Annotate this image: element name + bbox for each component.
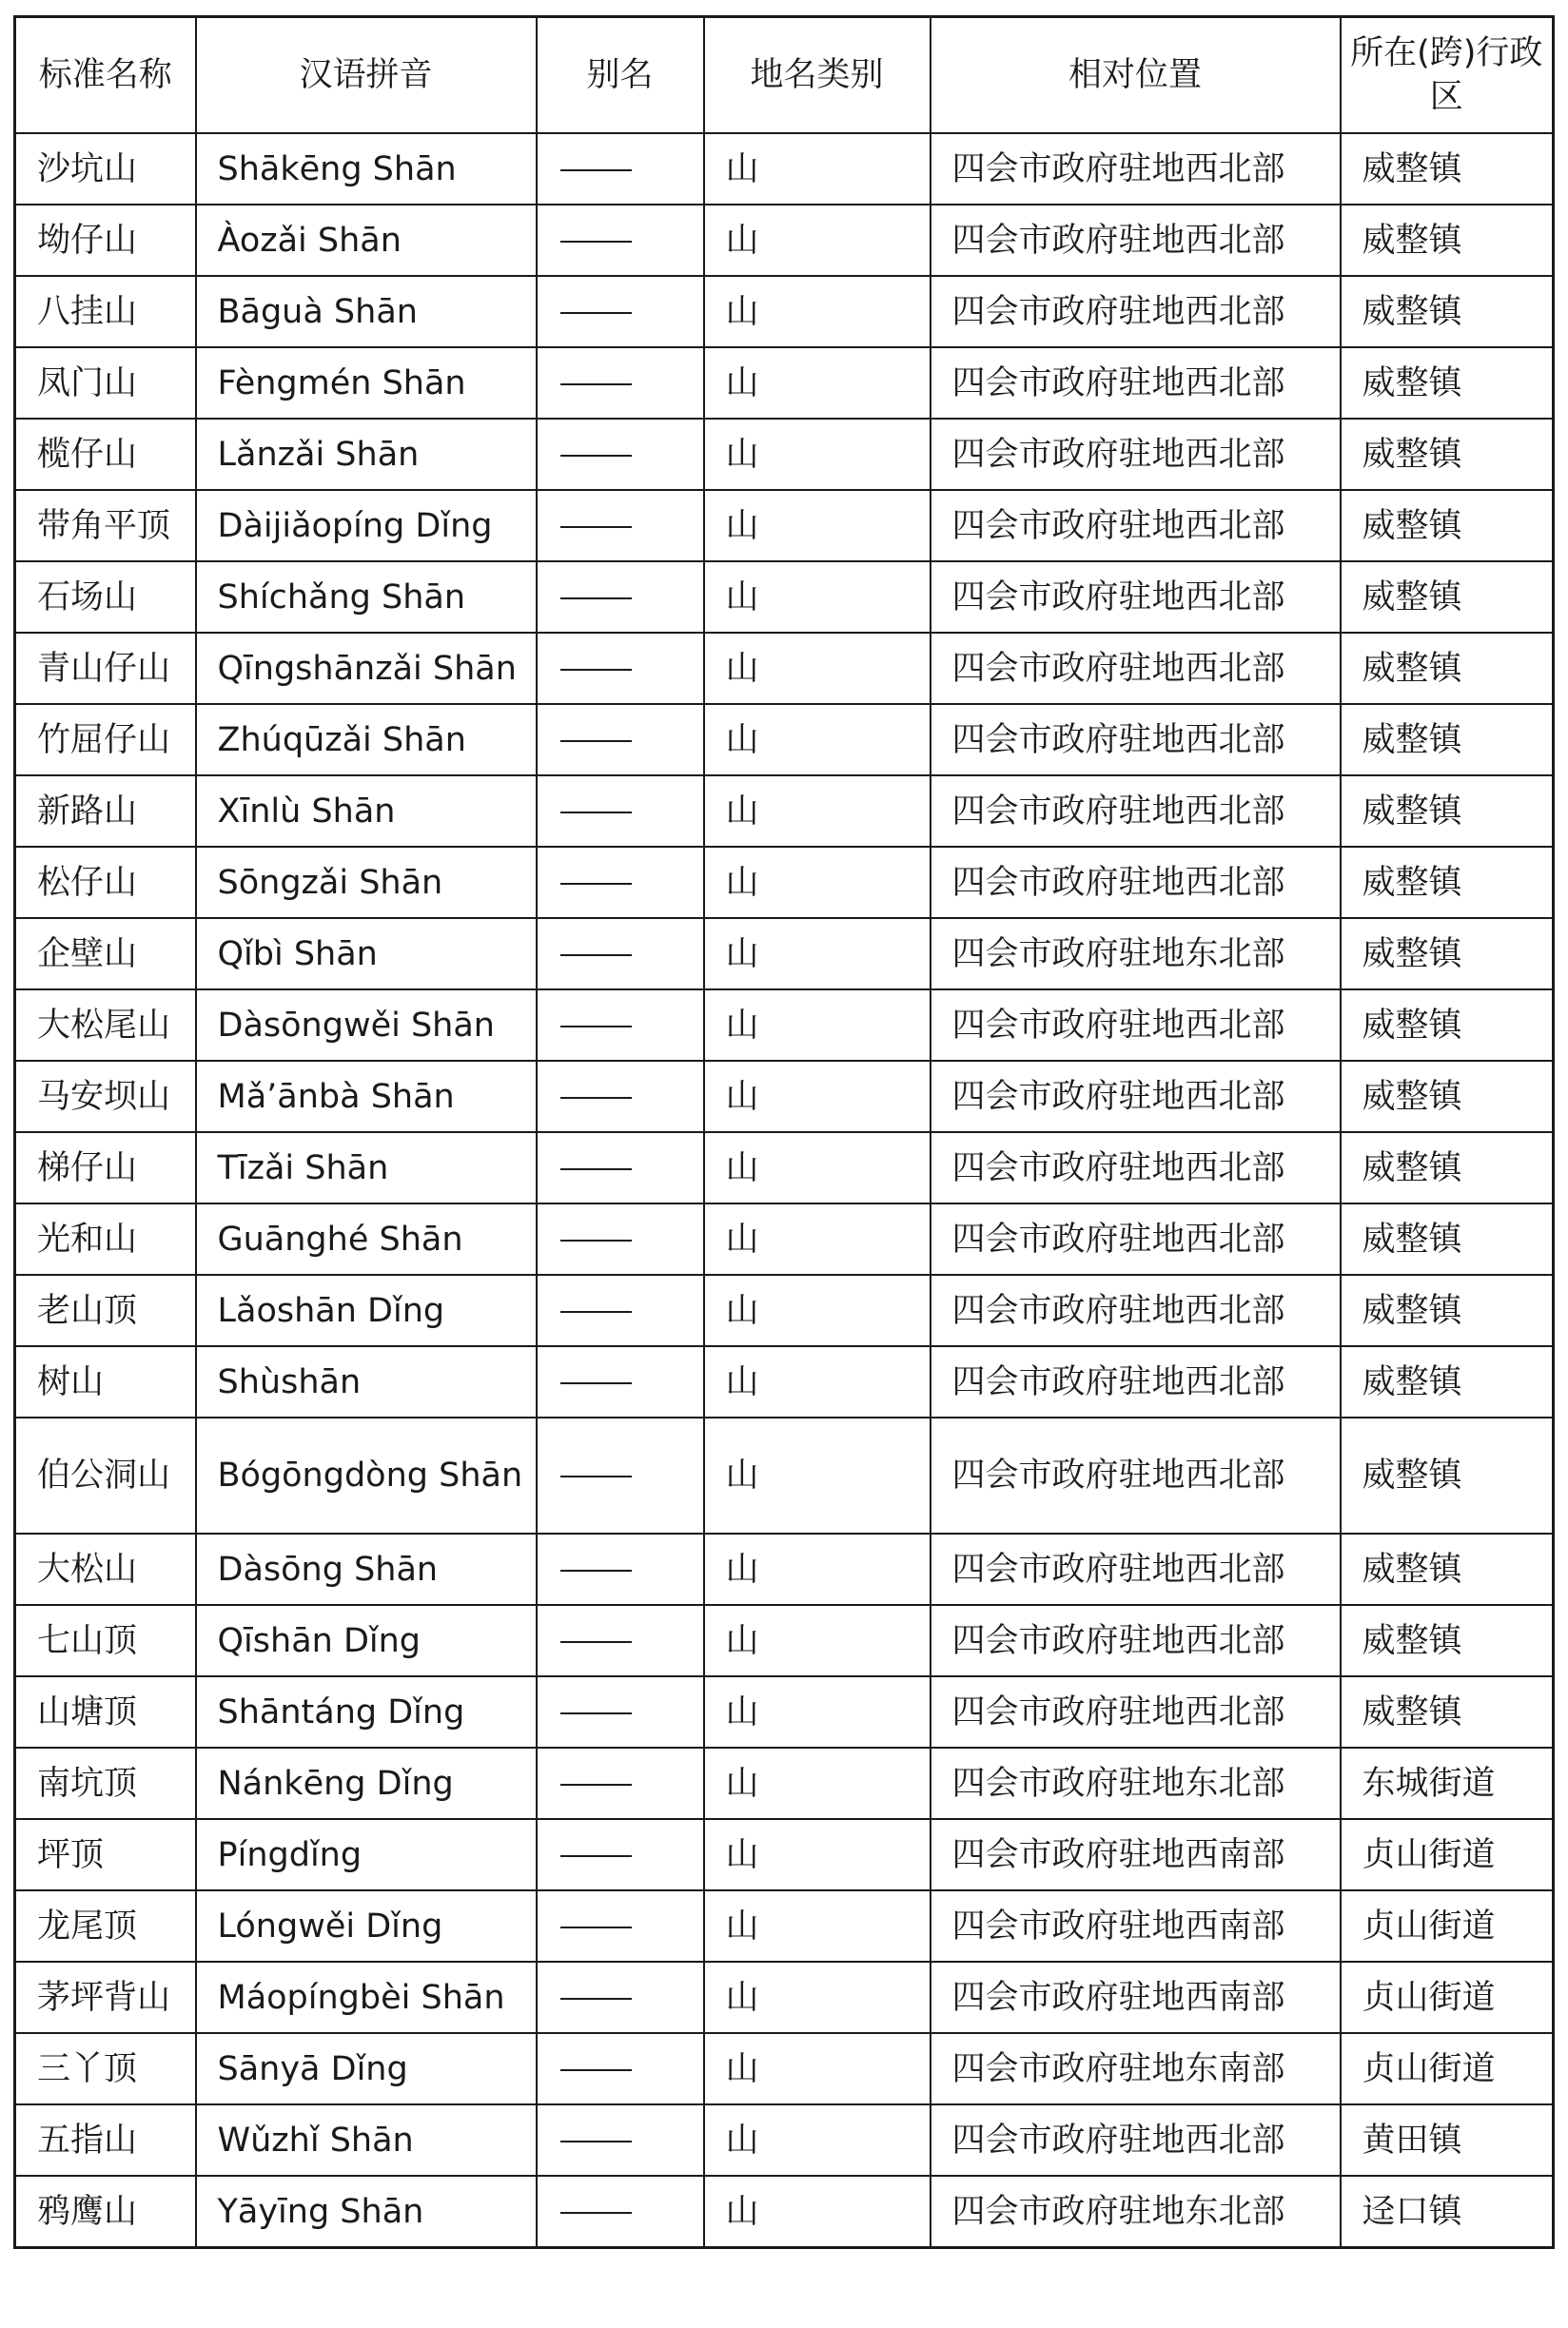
empty-dash [560,1097,632,1099]
empty-dash [560,2069,632,2071]
cell-standard-name: 八挂山 [15,276,196,347]
cell-relative-position: 四会市政府驻地西北部 [931,133,1341,205]
empty-dash [560,1784,632,1786]
cell-category: 山 [704,1605,931,1676]
cell-alias [537,561,704,633]
cell-standard-name: 大松尾山 [15,989,196,1061]
cell-pinyin: Dàsōng Shān [196,1534,537,1605]
cell-alias [537,2176,704,2248]
table-row [15,2176,1554,2248]
cell-relative-position: 四会市政府驻地西北部 [931,419,1341,490]
table-body [15,133,1554,2248]
cell-category: 山 [704,1061,931,1132]
empty-dash [560,169,632,171]
cell-standard-name: 老山顶 [15,1275,196,1346]
cell-pinyin: Máopíngbèi Shān [196,1962,537,2033]
table-row [15,276,1554,347]
cell-relative-position: 四会市政府驻地西南部 [931,1819,1341,1890]
cell-category: 山 [704,205,931,276]
cell-pinyin: Mǎ’ānbà Shān [196,1061,537,1132]
cell-administrative-region: 贞山街道 [1341,1890,1554,1962]
cell-standard-name: 梯仔山 [15,1132,196,1203]
cell-administrative-region: 威整镇 [1341,1132,1554,1203]
cell-category: 山 [704,1962,931,2033]
table-row [15,633,1554,704]
table-row [15,1819,1554,1890]
cell-category: 山 [704,2104,931,2176]
cell-alias [537,2104,704,2176]
cell-pinyin: Yāyīng Shān [196,2176,537,2248]
cell-administrative-region: 威整镇 [1341,989,1554,1061]
cell-administrative-region: 威整镇 [1341,1061,1554,1132]
empty-dash [560,241,632,243]
cell-standard-name: 龙尾顶 [15,1890,196,1962]
cell-alias [537,775,704,847]
empty-dash [560,883,632,885]
table-row [15,1890,1554,1962]
cell-alias [537,633,704,704]
cell-pinyin: Dàsōngwěi Shān [196,989,537,1061]
cell-standard-name: 五指山 [15,2104,196,2176]
cell-pinyin: Guānghé Shān [196,1203,537,1275]
cell-administrative-region: 威整镇 [1341,490,1554,561]
cell-standard-name: 大松山 [15,1534,196,1605]
cell-pinyin: Wǔzhǐ Shān [196,2104,537,2176]
cell-relative-position: 四会市政府驻地西北部 [931,1346,1341,1418]
table-row [15,704,1554,775]
header-category: 地名类别 [704,17,931,134]
cell-category: 山 [704,704,931,775]
cell-relative-position: 四会市政府驻地西北部 [931,347,1341,419]
cell-pinyin: Shākēng Shān [196,133,537,205]
empty-dash [560,812,632,813]
cell-relative-position: 四会市政府驻地西北部 [931,633,1341,704]
cell-category: 山 [704,918,931,989]
cell-relative-position: 四会市政府驻地西北部 [931,1418,1341,1534]
cell-standard-name: 南坑顶 [15,1748,196,1819]
cell-pinyin: Àozǎi Shān [196,205,537,276]
cell-alias [537,133,704,205]
cell-pinyin: Bógōngdòng Shān [196,1418,537,1534]
cell-standard-name: 新路山 [15,775,196,847]
empty-dash [560,383,632,385]
cell-relative-position: 四会市政府驻地西北部 [931,490,1341,561]
table-row [15,133,1554,205]
cell-alias [537,704,704,775]
cell-alias [537,1890,704,1962]
cell-relative-position: 四会市政府驻地西北部 [931,205,1341,276]
cell-alias [537,1534,704,1605]
cell-relative-position: 四会市政府驻地西北部 [931,989,1341,1061]
empty-dash [560,597,632,599]
cell-category: 山 [704,490,931,561]
cell-category: 山 [704,775,931,847]
cell-pinyin: Qīshān Dǐng [196,1605,537,1676]
header-alias: 别名 [537,17,704,134]
table-row [15,1962,1554,2033]
cell-pinyin: Sānyā Dǐng [196,2033,537,2104]
cell-standard-name: 凤门山 [15,347,196,419]
cell-alias [537,847,704,918]
cell-category: 山 [704,1748,931,1819]
cell-alias [537,1346,704,1418]
cell-administrative-region: 威整镇 [1341,847,1554,918]
cell-pinyin: Shùshān [196,1346,537,1418]
cell-category: 山 [704,2176,931,2248]
cell-alias [537,918,704,989]
cell-relative-position: 四会市政府驻地西北部 [931,1676,1341,1748]
table-row [15,1061,1554,1132]
cell-standard-name: 坪顶 [15,1819,196,1890]
table-row [15,918,1554,989]
cell-standard-name: 山塘顶 [15,1676,196,1748]
cell-alias [537,1203,704,1275]
header-row [15,17,1554,134]
table-row [15,419,1554,490]
cell-administrative-region: 威整镇 [1341,1676,1554,1748]
cell-pinyin: Lǎoshān Dǐng [196,1275,537,1346]
cell-administrative-region: 贞山街道 [1341,1819,1554,1890]
cell-administrative-region: 威整镇 [1341,1346,1554,1418]
empty-dash [560,1855,632,1857]
cell-alias [537,276,704,347]
cell-alias [537,1605,704,1676]
cell-category: 山 [704,1346,931,1418]
cell-relative-position: 四会市政府驻地西北部 [931,1605,1341,1676]
cell-category: 山 [704,1890,931,1962]
cell-pinyin: Lǎnzǎi Shān [196,419,537,490]
cell-category: 山 [704,561,931,633]
cell-administrative-region: 威整镇 [1341,633,1554,704]
table-row [15,347,1554,419]
cell-administrative-region: 迳口镇 [1341,2176,1554,2248]
cell-relative-position: 四会市政府驻地西北部 [931,847,1341,918]
cell-category: 山 [704,633,931,704]
cell-relative-position: 四会市政府驻地西北部 [931,276,1341,347]
cell-category: 山 [704,133,931,205]
cell-administrative-region: 威整镇 [1341,419,1554,490]
cell-administrative-region: 黄田镇 [1341,2104,1554,2176]
cell-alias [537,419,704,490]
cell-pinyin: Shāntáng Dǐng [196,1676,537,1748]
table-row [15,1534,1554,1605]
table-row [15,2033,1554,2104]
table-row [15,205,1554,276]
cell-alias [537,989,704,1061]
cell-alias [537,1676,704,1748]
cell-alias [537,490,704,561]
cell-alias [537,1061,704,1132]
cell-pinyin: Nánkēng Dǐng [196,1748,537,1819]
empty-dash [560,1641,632,1643]
cell-administrative-region: 威整镇 [1341,347,1554,419]
cell-category: 山 [704,1203,931,1275]
place-name-table [13,15,1555,2249]
cell-relative-position: 四会市政府驻地西北部 [931,704,1341,775]
cell-relative-position: 四会市政府驻地西北部 [931,561,1341,633]
cell-alias [537,1748,704,1819]
cell-pinyin: Qǐbì Shān [196,918,537,989]
empty-dash [560,2141,632,2142]
cell-pinyin: Qīngshānzǎi Shān [196,633,537,704]
cell-relative-position: 四会市政府驻地西北部 [931,775,1341,847]
cell-relative-position: 四会市政府驻地西北部 [931,1534,1341,1605]
empty-dash [560,1311,632,1313]
cell-category: 山 [704,1132,931,1203]
table-row [15,1418,1554,1534]
cell-standard-name: 沙坑山 [15,133,196,205]
table-row [15,1748,1554,1819]
table-row [15,2104,1554,2176]
cell-standard-name: 青山仔山 [15,633,196,704]
table-row [15,1676,1554,1748]
cell-pinyin: Tīzǎi Shān [196,1132,537,1203]
empty-dash [560,312,632,314]
cell-administrative-region: 威整镇 [1341,775,1554,847]
cell-standard-name: 马安坝山 [15,1061,196,1132]
cell-alias [537,347,704,419]
cell-relative-position: 四会市政府驻地东北部 [931,2176,1341,2248]
table-row [15,1346,1554,1418]
table-row [15,1605,1554,1676]
cell-standard-name: 光和山 [15,1203,196,1275]
cell-administrative-region: 威整镇 [1341,918,1554,989]
cell-category: 山 [704,1819,931,1890]
cell-category: 山 [704,347,931,419]
cell-relative-position: 四会市政府驻地东南部 [931,2033,1341,2104]
cell-relative-position: 四会市政府驻地西南部 [931,1890,1341,1962]
cell-pinyin: Bāguà Shān [196,276,537,347]
table-row [15,1203,1554,1275]
cell-alias [537,1132,704,1203]
table-row [15,1132,1554,1203]
cell-pinyin: Shíchǎng Shān [196,561,537,633]
empty-dash [560,1998,632,2000]
cell-administrative-region: 贞山街道 [1341,1962,1554,2033]
cell-category: 山 [704,1275,931,1346]
cell-standard-name: 竹屈仔山 [15,704,196,775]
cell-administrative-region: 威整镇 [1341,1418,1554,1534]
cell-standard-name: 三丫顶 [15,2033,196,2104]
cell-category: 山 [704,419,931,490]
cell-relative-position: 四会市政府驻地东北部 [931,918,1341,989]
table-row [15,490,1554,561]
cell-category: 山 [704,989,931,1061]
cell-administrative-region: 威整镇 [1341,133,1554,205]
cell-administrative-region: 威整镇 [1341,1534,1554,1605]
cell-standard-name: 坳仔山 [15,205,196,276]
table-row [15,847,1554,918]
cell-standard-name: 七山顶 [15,1605,196,1676]
cell-category: 山 [704,276,931,347]
cell-relative-position: 四会市政府驻地西北部 [931,1061,1341,1132]
table-row [15,561,1554,633]
cell-alias [537,2033,704,2104]
empty-dash [560,740,632,742]
cell-category: 山 [704,1418,931,1534]
cell-relative-position: 四会市政府驻地西北部 [931,1132,1341,1203]
table-row [15,1275,1554,1346]
empty-dash [560,1927,632,1928]
cell-alias [537,1962,704,2033]
header-standard-name: 标准名称 [15,17,196,134]
cell-pinyin: Fèngmén Shān [196,347,537,419]
cell-standard-name: 茅坪背山 [15,1962,196,2033]
cell-category: 山 [704,1676,931,1748]
header-pinyin: 汉语拼音 [196,17,537,134]
cell-category: 山 [704,2033,931,2104]
cell-standard-name: 松仔山 [15,847,196,918]
empty-dash [560,954,632,956]
cell-administrative-region: 东城街道 [1341,1748,1554,1819]
empty-dash [560,1026,632,1027]
cell-pinyin: Lóngwěi Dǐng [196,1890,537,1962]
cell-administrative-region: 威整镇 [1341,704,1554,775]
header-relative-position: 相对位置 [931,17,1341,134]
empty-dash [560,1382,632,1384]
cell-pinyin: Sōngzǎi Shān [196,847,537,918]
cell-standard-name: 伯公洞山 [15,1418,196,1534]
cell-standard-name: 带角平顶 [15,490,196,561]
cell-standard-name: 石场山 [15,561,196,633]
cell-relative-position: 四会市政府驻地西北部 [931,1275,1341,1346]
cell-category: 山 [704,847,931,918]
cell-relative-position: 四会市政府驻地西北部 [931,2104,1341,2176]
cell-administrative-region: 威整镇 [1341,561,1554,633]
empty-dash [560,1712,632,1714]
empty-dash [560,1240,632,1242]
cell-administrative-region: 威整镇 [1341,1203,1554,1275]
cell-standard-name: 鸦鹰山 [15,2176,196,2248]
cell-alias [537,1819,704,1890]
table-row [15,989,1554,1061]
cell-administrative-region: 贞山街道 [1341,2033,1554,2104]
cell-standard-name: 企壁山 [15,918,196,989]
empty-dash [560,455,632,457]
cell-alias [537,1275,704,1346]
cell-pinyin: Píngdǐng [196,1819,537,1890]
cell-relative-position: 四会市政府驻地西南部 [931,1962,1341,2033]
table-header [15,17,1554,134]
cell-standard-name: 树山 [15,1346,196,1418]
cell-relative-position: 四会市政府驻地东北部 [931,1748,1341,1819]
empty-dash [560,1168,632,1170]
cell-alias [537,1418,704,1534]
empty-dash [560,2212,632,2214]
cell-pinyin: Dàijiǎopíng Dǐng [196,490,537,561]
empty-dash [560,669,632,671]
cell-administrative-region: 威整镇 [1341,205,1554,276]
cell-pinyin: Zhúqūzǎi Shān [196,704,537,775]
cell-category: 山 [704,1534,931,1605]
cell-relative-position: 四会市政府驻地西北部 [931,1203,1341,1275]
cell-standard-name: 榄仔山 [15,419,196,490]
table-row [15,775,1554,847]
empty-dash [560,526,632,528]
cell-alias [537,205,704,276]
cell-administrative-region: 威整镇 [1341,276,1554,347]
empty-dash [560,1476,632,1477]
header-administrative-region: 所在(跨)行政区 [1341,17,1554,134]
empty-dash [560,1570,632,1572]
cell-pinyin: Xīnlù Shān [196,775,537,847]
cell-administrative-region: 威整镇 [1341,1275,1554,1346]
cell-administrative-region: 威整镇 [1341,1605,1554,1676]
